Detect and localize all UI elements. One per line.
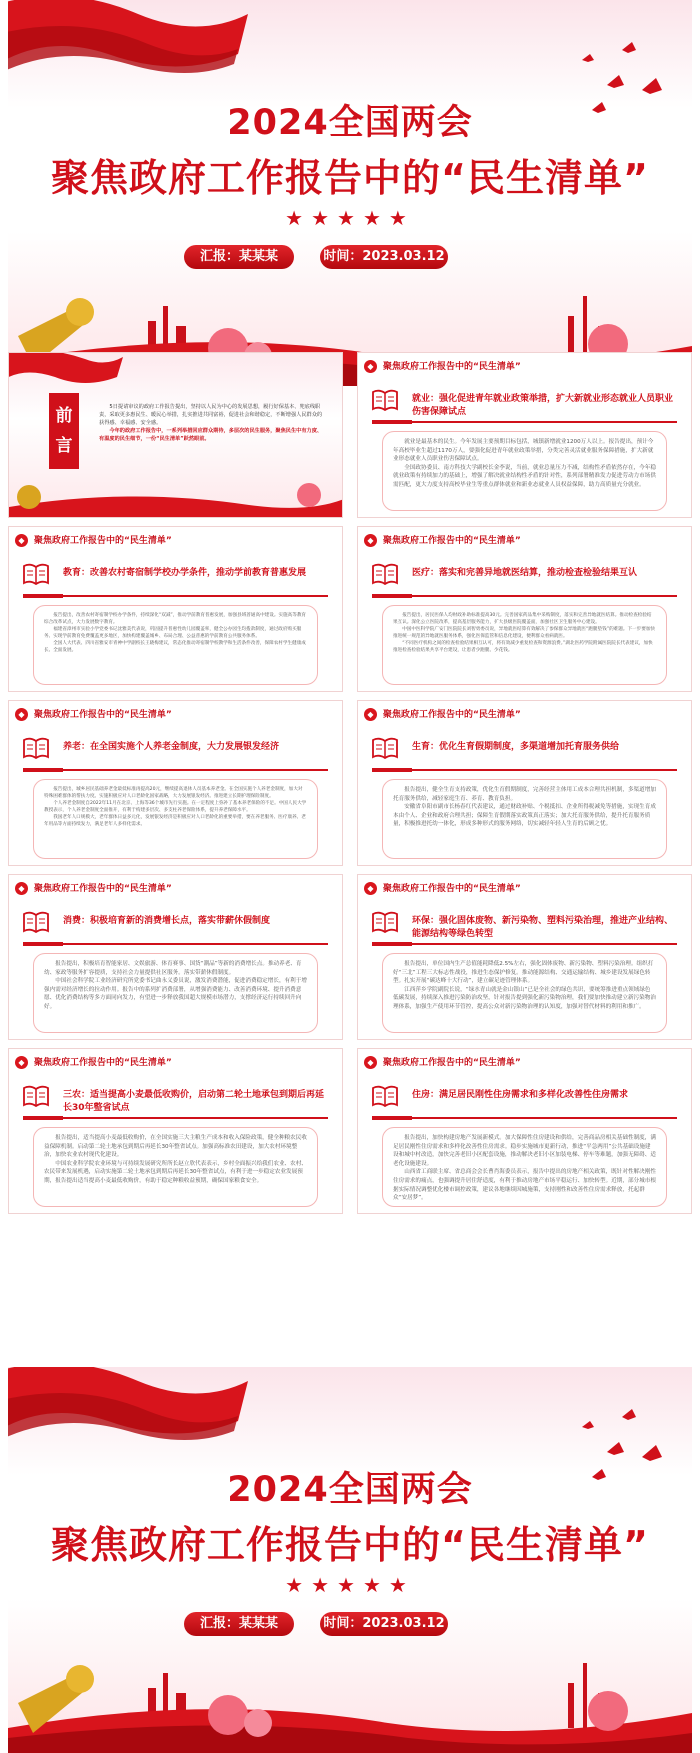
panel-paragraph: 个人养老金制度自2022年11月在北京、上海等36个城市先行实施。在一定程度上弥补了基本养老保险的不足。中国人民大学教授表示，个人养老金制度全面推开，有利于构建多层次、多支柱养老保险体系，提升养老保障水平。	[44, 801, 307, 813]
panel-header-title: 聚焦政府工作报告中的“民生清单”	[34, 884, 172, 894]
open-book-icon	[23, 737, 49, 759]
content-panel	[357, 352, 692, 518]
preface-slide	[8, 352, 343, 518]
star-row: ★★★★★	[285, 1573, 415, 1597]
panel-paragraph: 全国人大代表、四川省雅安市青神中学副校长王晓梅建议，常态化推动寄宿制学校教学和生活条件改善，保障农村学生健康成长、全面发展。	[44, 641, 306, 653]
topic-title: 消费：积极培育新的消费增长点，落实带薪休假制度	[63, 916, 271, 926]
topic-text-box	[382, 431, 667, 511]
panel-paragraph: “不同医疗机构之间的检查检验结果相互认可，将有效减少重复检查和资源浪费。”湖北医药学院附属医院院长代表建议，加快推进检查检验结果共享平台建设，让患者少跑腿、少花钱。	[393, 641, 653, 653]
header-badge-icon: ◆	[15, 1056, 28, 1069]
open-book-icon	[23, 563, 49, 585]
preface-label: 前言	[49, 393, 79, 469]
divider-accent	[372, 768, 412, 772]
cover-title-line2: 聚焦政府工作报告中的“民生清单”	[51, 156, 649, 200]
header-badge-icon: ◆	[364, 708, 377, 721]
cover-title-line1: 2024全国两会	[227, 1470, 473, 1510]
divider-accent	[372, 942, 412, 946]
panel-paragraph: 报告提出，居民医保人均财政补助标准提高30元。完善国家药品集中采购制度，落实和完善异地就医结算。推动检查检验结果互认。深化公立医院改革，提高基层服务能力，扩大县级医院覆盖面，加强社区卫生服务中心建设。	[393, 613, 652, 625]
panel-paragraph: 报告提出，积极培育智能家居、文娱旅游、体育赛事、国货“潮品”等新的消费增长点。推动养老、育幼、家政等服务扩容提质，支持社会力量提供社区服务。落实带薪休假制度。	[44, 961, 302, 976]
panel-paragraph: 报告提出，加快构建房地产发展新模式。加大保障性住房建设和供给，完善商品房相关基础性制度，满足居民刚性住房需求和多样化改善性住房需求。稳步实施城市更新行动，推进“平急两用”公共基础设施建设和城中村改造，加快完善老旧小区配套设施，推动解决老旧小区加装电梯、停车等难题，加强无障碍、适老化设施建设。	[393, 1135, 656, 1167]
panel-paragraph: 报告提出，单位国内生产总值能耗降低2.5%左右，强化固体废物、新污染物、塑料污染治理。组织打好“三北”工程三大标志性战役，推进生态保护修复。推动能源结构、交通运输结构、城乡建设发展绿色转型。扎实开展“碳达峰十大行动”，建立碳足迹管理体系。	[393, 961, 654, 985]
divider-accent	[23, 942, 63, 946]
open-book-icon	[372, 1085, 398, 1107]
panel-header-title: 聚焦政府工作报告中的“民生清单”	[383, 710, 521, 720]
panel-header-title: 聚焦政府工作报告中的“民生清单”	[34, 536, 172, 546]
topic-title: 养老：在全国实施个人养老金制度，大力发展银发经济	[63, 742, 280, 752]
divider	[23, 769, 328, 771]
topic-title: 就业：强化促进青年就业政策举措，扩大新就业形态就业人员职业伤害保障试点	[412, 394, 674, 417]
red-flag-icon	[8, 0, 258, 84]
cover-slide-bottom	[8, 1367, 692, 1753]
divider	[372, 595, 677, 597]
topic-text-box	[33, 953, 318, 1033]
panel-paragraph: 山西省工商联主席、省总商会会长曹肖海委员表示，报告中提出的房地产相关政策，既针对性解决刚性住房需求的痛点，也强调提升居住舒适度，有利于推动房地产市场平稳运行、加快转型。近期，部分城市根据实际情况调整优化楼市调控政策，建议各地继续因城施策，支持刚性和改善性住房需求释放，托起群众“安居梦”。	[393, 1169, 656, 1202]
open-book-icon	[23, 1085, 49, 1107]
reporter-pill: 汇报：某某某	[184, 245, 294, 269]
topic-card	[372, 731, 677, 771]
divider-accent	[23, 768, 63, 772]
topic-text-box	[382, 779, 667, 859]
panel-paragraph: 我国老年人口规模大，老年群体日益多元化，发展银发经济是积极应对人口老龄化的重要举措，要在养老服务、医疗康养、老年用品等方面持续发力，满足老年人多样化需求。	[44, 815, 306, 827]
topic-card	[372, 1079, 677, 1119]
panel-header-title: 聚焦政府工作报告中的“民生清单”	[383, 884, 521, 894]
open-book-icon	[372, 911, 398, 933]
panel-header-title: 聚焦政府工作报告中的“民生清单”	[34, 1058, 172, 1068]
time-pill: 时间：2023.03.12	[320, 245, 448, 269]
panel-paragraph: 中国社会科学院工业经济研究所党委书记曲永义委员说，激发消费潜能，促进消费稳定增长，有利于增强内需对经济增长的拉动作用。报告中的系列扩消费部署，从增强消费能力、改善消费环境、提升消费意愿、优化消费结构等多方面同向发力，有望进一步释放我国超大规模市场潜力，支撑经济运行持续回升向好。	[44, 978, 307, 1010]
divider-accent	[372, 420, 412, 424]
panel-paragraph: 就业是最基本的民生。今年发展主要预期目标包括，城镇新增就业1200万人以上。报告提出，预计今年高校毕业生超过1170万人，要强化促进青年就业政策举措，分类完善灵活就业服务保障措施，扩大新就业形态就业人员职业伤害保障试点。	[393, 439, 654, 463]
panel-header-title: 聚焦政府工作报告中的“民生清单”	[383, 1058, 521, 1068]
divider	[23, 943, 328, 945]
topic-card	[23, 1079, 328, 1119]
divider-accent	[23, 594, 63, 598]
panel-paragraph: 中国农业科学院农业环境与可持续发展研究所所长赵立欣代表表示，乡村全面振兴给我们农业、农村、农民带来发展机遇，启动实施第二轮土地承包到期后再延长30年整省试点，有利于进一步稳定农业发展预期，报告提出适当提高小麦最低收购价，有助于稳定种粮收益预期，确保国家粮食安全。	[44, 1160, 307, 1184]
panel-header-title: 聚焦政府工作报告中的“民生清单”	[383, 362, 521, 372]
cover-slide-top	[8, 0, 692, 386]
topic-title: 三农：适当提高小麦最低收购价，启动第二轮土地承包到期后再延长30年整省试点	[63, 1090, 325, 1113]
divider	[23, 595, 328, 597]
content-panel	[8, 526, 343, 692]
topic-card	[372, 383, 677, 423]
topic-title: 住房：满足居民刚性住房需求和多样化改善性住房需求	[412, 1090, 629, 1100]
topic-text-box	[33, 1127, 318, 1207]
preface-paragraph: 5日提请审议的政府工作报告提出，坚持以人民为中心的发展思想，履行好保基本、兜底线职责，采取更多惠民生、暖民心举措，扎实推进共同富裕，促进社会和谐稳定，不断增强人民群众的获得感、幸福感、安全感。	[99, 404, 323, 426]
panel-paragraph: 全国政协委员、南方科技大学副校长金李说，当前，就业总量压力不减，结构性矛盾依然存在，今年稳就业政策有持续加力的基础上，增强了解决就业结构性矛盾的针对性，系列部署精准发力促进劳动力市场供需匹配，更大力度支持高校毕业生等重点群体就业和新业态就业人员权益保障，助力高质量充分就业。	[393, 464, 656, 488]
open-book-icon	[372, 389, 398, 411]
content-panel	[8, 1048, 343, 1214]
time-pill: 时间：2023.03.12	[320, 1612, 448, 1636]
divider	[372, 1117, 677, 1119]
topic-title: 环保：强化固体废物、新污染物、塑料污染治理，推进产业结构、能源结构等绿色转型	[412, 916, 674, 939]
topic-text-box	[382, 605, 667, 685]
star-row: ★★★★★	[285, 206, 415, 230]
preface-highlight: 今年的政府工作报告中，一系列举措回应群众期待，多层次的民生服务，聚焦民生中有力度、有温度的民生细节，一份“民生清单”跃然眼前。	[99, 428, 323, 442]
content-panel	[8, 874, 343, 1040]
divider	[372, 769, 677, 771]
topic-card	[23, 905, 328, 945]
topic-text-box	[382, 1127, 667, 1207]
divider	[23, 1117, 328, 1119]
topic-card	[372, 557, 677, 597]
topic-text-box	[33, 605, 318, 685]
panel-paragraph: 安徽省阜阳市副市长杨春红代表建议，通过财政补贴、个税抵扣、企业所得税减免等措施，实现生育成本由个人、企业和政府合理共担；保障生育假期落实政策真正落实；加大托育服务供给，提升托育服务质量，积极推进托幼一体化，形成多种形式的服务网络，切实减轻年轻人生育的后顾之忧。	[393, 804, 656, 828]
header-badge-icon: ◆	[15, 882, 28, 895]
red-flag-icon	[8, 352, 125, 389]
panel-paragraph: 报告提出，适当提高小麦最低收购价，在全国实施三大主粮生产成本和收入保险政策，健全种粮农民收益保障机制。启动第二轮土地承包到期后再延长30年整省试点。加强高标准农田建设，加大农村环境整治，加快农业农村现代化建设。	[44, 1135, 307, 1159]
panel-paragraph: 报告提出，健全生育支持政策，优化生育假期制度，完善经营主体用工成本合理共担机制，多渠道增加托育服务供给，减轻家庭生育、养育、教育负担。	[393, 787, 656, 802]
header-badge-icon: ◆	[15, 534, 28, 547]
cover-title-line1: 2024全国两会	[227, 103, 473, 143]
panel-paragraph: 报告提出，改善农村寄宿制学校办学条件，持续深化“双减”，推动学前教育普惠发展，加强县域普通高中建设。实施高等教育综合改革试点，大力发展数字教育。	[44, 613, 307, 625]
bottom-decoration	[9, 477, 343, 517]
header-badge-icon: ◆	[364, 360, 377, 373]
divider-accent	[23, 1116, 63, 1120]
header-badge-icon: ◆	[364, 882, 377, 895]
topic-card	[23, 557, 328, 597]
content-panel	[357, 874, 692, 1040]
panel-paragraph: 报告提出，城乡居民基础养老金最低标准再提高20元，继续提高退休人员基本养老金。在全国实施个人养老金制度，加大对特殊困难群体的帮扶力度。实施积极应对人口老龄化国家战略，大力发展银发经济。推进建立长期护理保险制度。	[44, 787, 303, 799]
divider-accent	[372, 1116, 412, 1120]
topic-text-box	[382, 953, 667, 1033]
header-badge-icon: ◆	[364, 534, 377, 547]
panel-paragraph: 中国中医科学院广安门医院院长刘智勇委员说，异地就医结算有效解决了参保群众异地就医“跑腿垫钱”的难题。下一步要加快推进统一规范的异地就医服务体系，强化医保监管和信息化建设，便利群众看病就医。	[393, 627, 656, 639]
panel-paragraph: 福建省漳州市实验小学党委书记沈雅美代表说，巩固提升普惠性幼儿园覆盖率，健全公办园生均拨款制度，通过政府购买服务、实现学前教育免费覆盖更多地区，加快构建覆盖城乡、布局合理、公益普惠的学前教育公共服务体系。	[44, 627, 302, 639]
panel-paragraph: 江西萍乡学院副院长说，“绿水青山就是金山银山”已是全社会的绿色共识，要统筹推进重点领域绿色低碳发展，持续深入推进污染防治攻坚，针对报告提到强化新污染物治理，我们要加快推动建立新污染物治理体系，加强生产使用环节管控，提高公众对新污染物治理的认知度，加强对替代材料的利用和推广。	[393, 986, 656, 1010]
open-book-icon	[372, 563, 398, 585]
topic-card	[372, 905, 677, 945]
content-panel	[357, 1048, 692, 1214]
topic-card	[23, 731, 328, 771]
preface-text	[99, 403, 327, 443]
open-book-icon	[372, 737, 398, 759]
reporter-pill: 汇报：某某某	[184, 1612, 294, 1636]
panel-header-title: 聚焦政府工作报告中的“民生清单”	[383, 536, 521, 546]
red-flag-icon	[8, 1367, 258, 1451]
topic-title: 教育：改善农村寄宿制学校办学条件，推动学前教育普惠发展	[63, 568, 307, 578]
cover-title-line2: 聚焦政府工作报告中的“民生清单”	[51, 1523, 649, 1567]
content-panel	[357, 700, 692, 866]
panel-header-title: 聚焦政府工作报告中的“民生清单”	[34, 710, 172, 720]
topic-title: 医疗：落实和完善异地就医结算，推动检查检验结果互认	[412, 568, 638, 578]
divider-accent	[372, 594, 412, 598]
header-badge-icon: ◆	[15, 708, 28, 721]
open-book-icon	[23, 911, 49, 933]
divider	[372, 943, 677, 945]
divider	[372, 421, 677, 423]
content-panel	[357, 526, 692, 692]
header-badge-icon: ◆	[364, 1056, 377, 1069]
skyline-trumpet-scene	[8, 1633, 692, 1753]
topic-text-box	[33, 779, 318, 859]
content-panel	[8, 700, 343, 866]
topic-title: 生育：优化生育假期制度，多渠道增加托育服务供给	[412, 742, 620, 752]
